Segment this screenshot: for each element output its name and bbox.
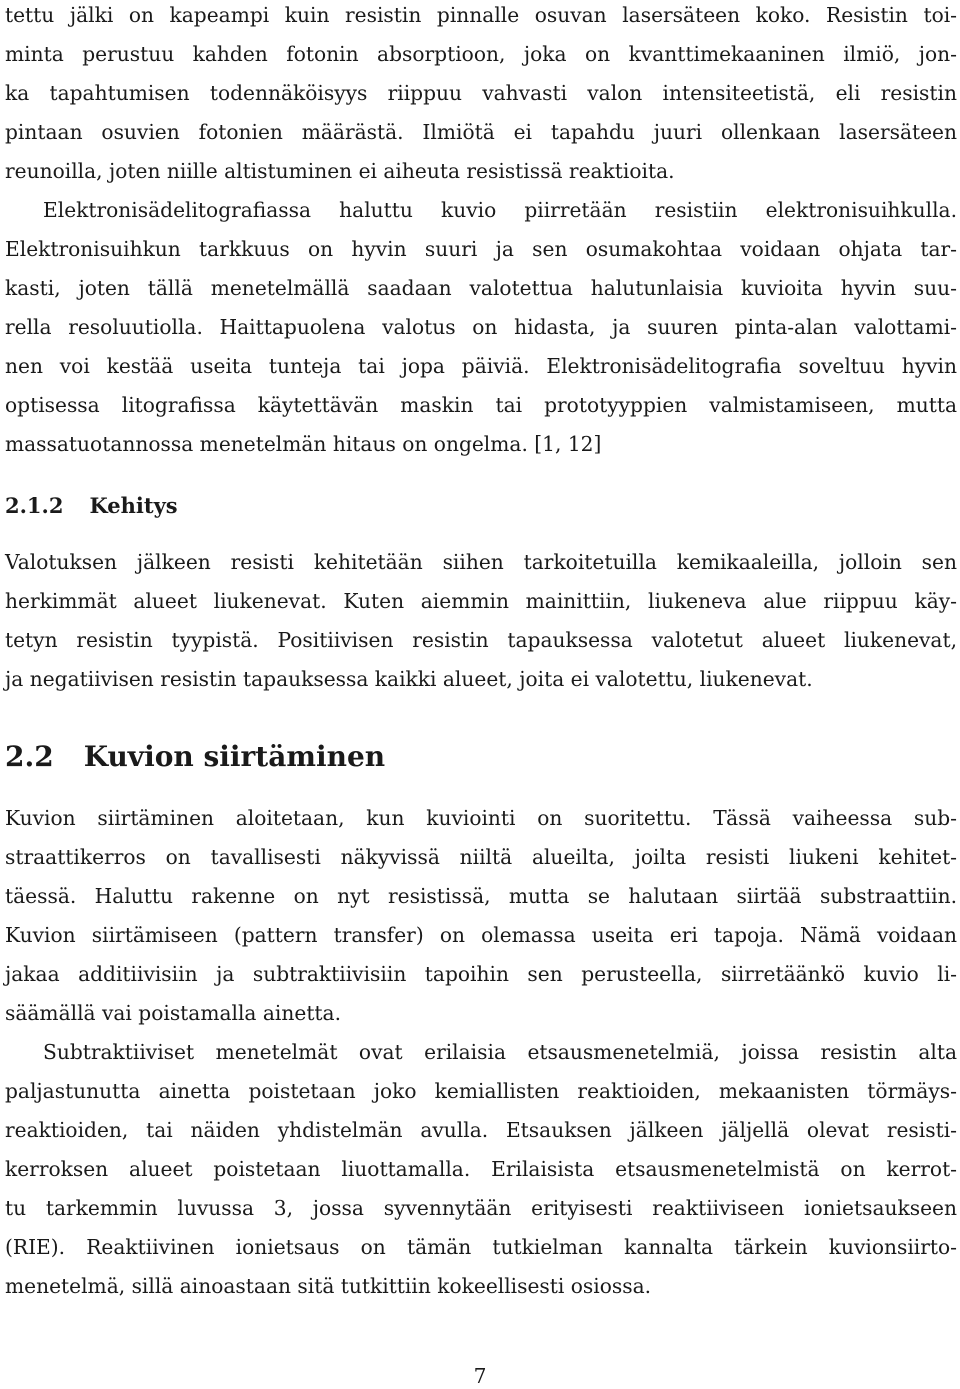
text-line: tettu jälki on kapeampi kuin resistin pinnalle osuvan lasersäteen koko. Resistin toi- <box>5 3 957 27</box>
page-number: 7 <box>473 1364 487 1388</box>
text-line: optisessa litografissa käytettävän maskin tai prototyyppien valmistamiseen, mutta <box>5 393 957 417</box>
text-line: massatuotannossa menetelmän hitaus on ongelma. [1, 12] <box>5 432 602 456</box>
text-line: kasti, joten tällä menetelmällä saadaan valotettua halutunlaisia kuvioita hyvin suu- <box>5 276 957 300</box>
text-line: Kuvion siirtämiseen (pattern transfer) on olemassa useita eri tapoja. Nämä voidaan <box>5 923 957 947</box>
text-line: pintaan osuvien fotonien määrästä. Ilmiötä ei tapahdu juuri ollenkaan lasersäteen <box>5 120 957 144</box>
text-line: nen voi kestää useita tunteja tai jopa päiviä. Elektronisädelitografia soveltuu hyvin <box>5 354 957 378</box>
text-line: reunoilla, joten niille altistuminen ei aiheuta resistissä reaktioita. <box>5 159 675 183</box>
text-line: kerroksen alueet poistetaan liuottamalla. Erilaisista etsausmenetelmistä on kerrot- <box>5 1157 957 1181</box>
text-line: tu tarkemmin luvussa 3, jossa syvennytään erityisesti reaktiiviseen ionietsaukseen <box>5 1196 957 1220</box>
text-line: Kuvion siirtäminen aloitetaan, kun kuviointi on suoritettu. Tässä vaiheessa sub- <box>5 806 957 830</box>
subsection-number: 2.1.2 <box>5 493 64 518</box>
section-title: Kuvion siirtäminen <box>83 740 386 773</box>
text-line: Elektronisuihkun tarkkuus on hyvin suuri ja sen osumakohtaa voidaan ohjata tar- <box>5 237 957 261</box>
text-line: säämällä vai poistamalla ainetta. <box>5 1001 341 1025</box>
text-line: straattikerros on tavallisesti näkyvissä niiltä alueilta, joilta resisti liukeni kehitet- <box>5 845 957 869</box>
section-heading <box>5 740 385 774</box>
section-number: 2.2 <box>5 740 54 773</box>
text-line: tetyn resistin tyypistä. Positiivisen resistin tapauksessa valotetut alueet liukenevat, <box>5 628 957 652</box>
text-line: ja negatiivisen resistin tapauksessa kaikki alueet, joita ei valotettu, liukenevat. <box>5 667 813 691</box>
text-line: (RIE). Reaktiivinen ionietsaus on tämän tutkielman kannalta tärkein kuvionsiirto- <box>5 1235 957 1259</box>
text-line: ka tapahtumisen todennäköisyys riippuu vahvasti valon intensiteetistä, eli resistin <box>5 81 957 105</box>
text-line: reaktioiden, tai näiden yhdistelmän avulla. Etsauksen jälkeen jäljellä olevat resisti- <box>5 1118 957 1142</box>
subsection-heading <box>5 492 178 520</box>
text-line: rella resoluutiolla. Haittapuolena valotus on hidasta, ja suuren pinta-alan valottami- <box>5 315 957 339</box>
text-line: Subtraktiiviset menetelmät ovat erilaisia etsausmenetelmiä, joissa resistin alta <box>43 1040 957 1064</box>
text-line: täessä. Haluttu rakenne on nyt resistissä, mutta se halutaan siirtää substraattiin. <box>5 884 957 908</box>
text-line: minta perustuu kahden fotonin absorptioon, joka on kvanttimekaaninen ilmiö, jon- <box>5 42 957 66</box>
text-line: herkimmät alueet liukenevat. Kuten aiemmin mainittiin, liukeneva alue riippuu käy- <box>5 589 957 613</box>
text-line: Valotuksen jälkeen resisti kehitetään siihen tarkoitetuilla kemikaaleilla, jolloin sen <box>5 550 957 574</box>
text-line: paljastunutta ainetta poistetaan joko kemiallisten reaktioiden, mekaanisten törmäys- <box>5 1079 957 1103</box>
text-line: Elektronisädelitografiassa haluttu kuvio piirretään resistiin elektronisuihkulla. <box>43 198 957 222</box>
text-line: menetelmä, sillä ainoastaan sitä tutkittiin kokeellisesti osiossa. <box>5 1274 652 1298</box>
subsection-title: Kehitys <box>89 493 178 518</box>
text-line: jakaa additiivisiin ja subtraktiivisiin tapoihin sen perusteella, siirretäänkö kuvio li- <box>5 962 957 986</box>
